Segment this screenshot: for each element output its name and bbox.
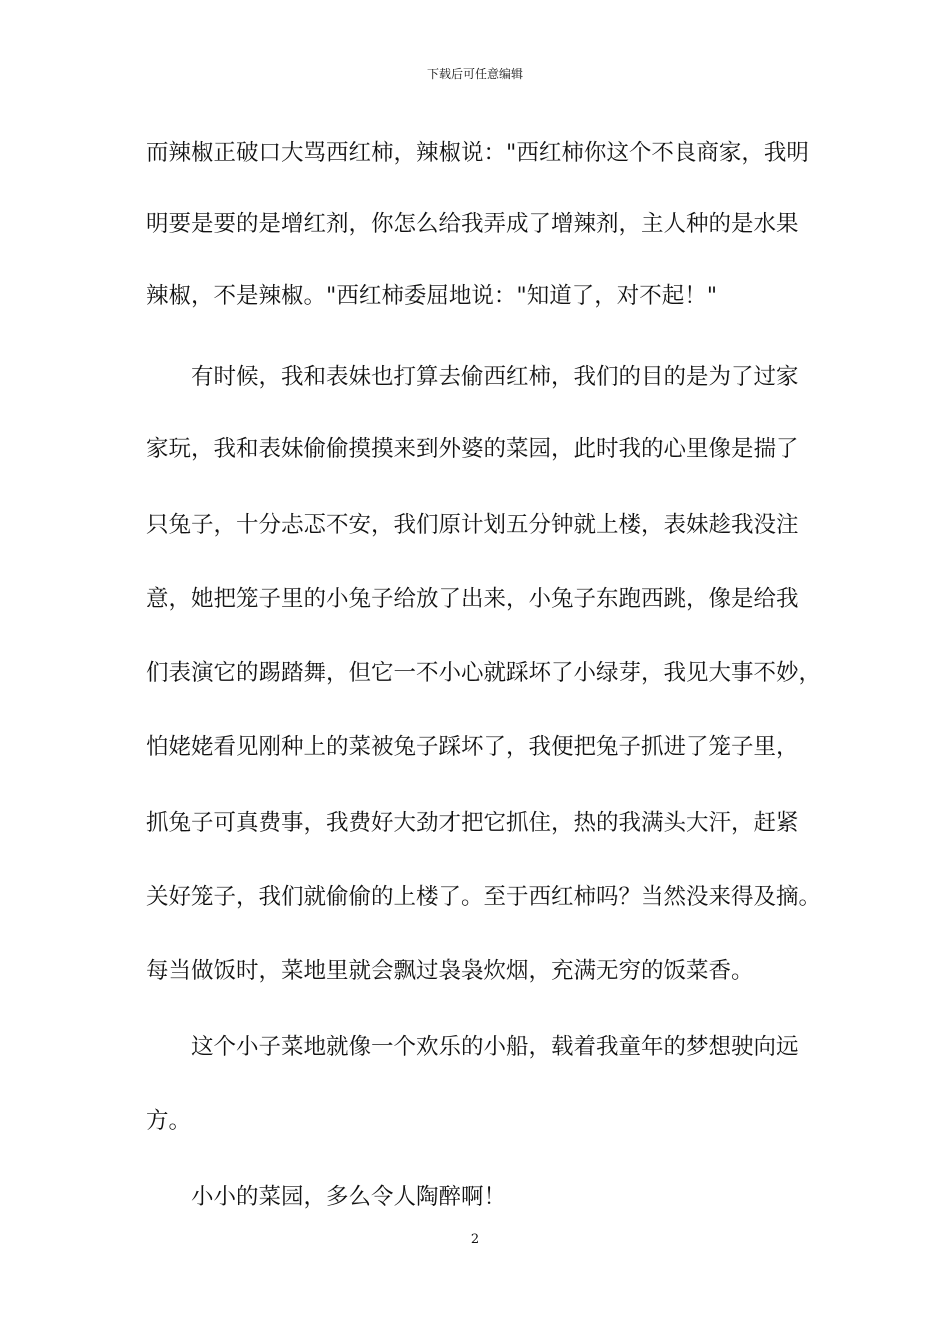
paragraph-start-line: 这个小子菜地就像一个欢乐的小船，载着我童年的梦想驶向远	[191, 1034, 799, 1060]
paragraph-start-line: 小小的菜园，多么令人陶醉啊！	[191, 1184, 507, 1210]
body-line: 家玩，我和表妹偷偷摸摸来到外婆的菜园，此时我的心里像是揣了	[146, 436, 799, 462]
paragraph-start-line: 有时候，我和表妹也打算去偷西红柿，我们的目的是为了过家	[191, 364, 799, 390]
body-line: 明要是要的是增红剂，你怎么给我弄成了增辣剂，主人种的是水果	[146, 211, 799, 237]
body-line: 方。	[146, 1108, 192, 1134]
page-number: 2	[470, 1232, 480, 1247]
body-line: 抓兔子可真费事，我费好大劲才把它抓住，热的我满头大汗，赶紧	[146, 810, 799, 836]
body-line: 而辣椒正破口大骂西红柿，辣椒说："西红柿你这个不良商家，我明	[146, 140, 809, 166]
body-line: 意，她把笼子里的小兔子给放了出来，小兔子东跑西跳，像是给我	[146, 586, 799, 612]
body-line: 辣椒，不是辣椒。"西红柿委屈地说："知道了，对不起！"	[146, 283, 718, 309]
page-header: 下载后可任意编辑	[426, 67, 523, 81]
body-line: 每当做饭时，菜地里就会飘过袅袅炊烟，充满无穷的饭菜香。	[146, 958, 754, 984]
body-line: 怕姥姥看见刚种上的菜被兔子踩坏了，我便把兔子抓进了笼子里，	[146, 734, 799, 760]
body-line: 只兔子，十分忐忑不安，我们原计划五分钟就上楼，表妹趁我没注	[146, 512, 799, 538]
body-line: 们表演它的踢踏舞，但它一不小心就踩坏了小绿芽，我见大事不妙，	[146, 660, 822, 686]
body-line: 关好笼子，我们就偷偷的上楼了。至于西红柿吗？当然没来得及摘。	[146, 884, 822, 910]
